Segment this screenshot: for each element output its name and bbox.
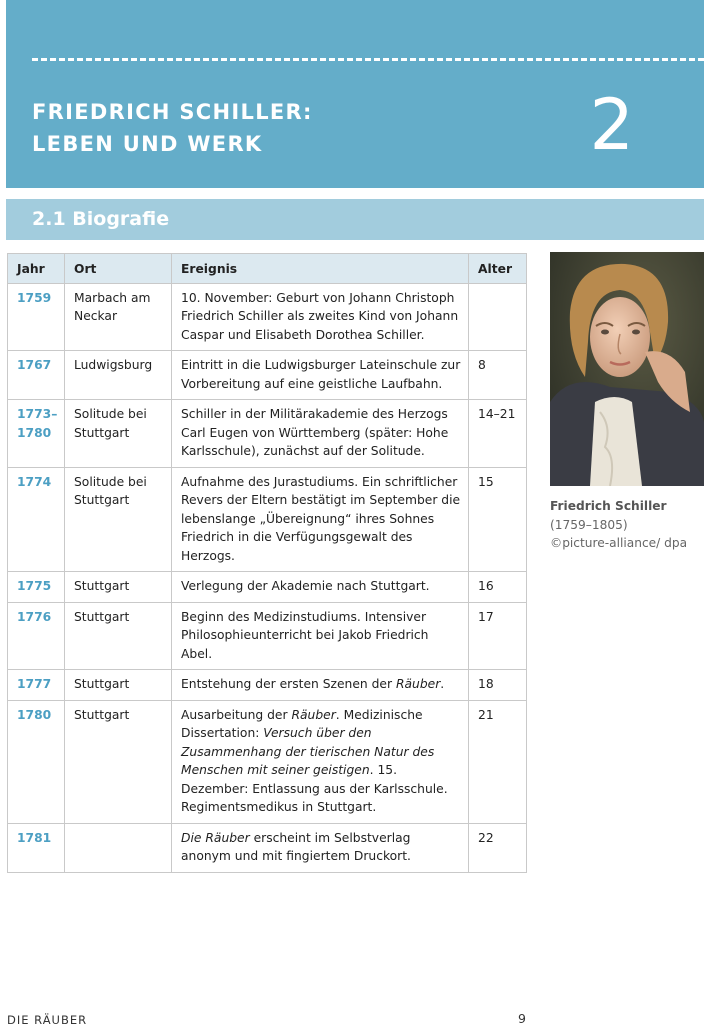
event-text: Ausarbeitung der [181,707,292,722]
age-cell: 16 [469,572,527,603]
place-cell: Marbach am Neckar [65,283,172,351]
table-row [8,400,527,468]
portrait-caption [550,497,700,553]
dissertation-title: Versuch über den Zusammenhang der tierischen Natur des Menschen mit seiner geistigen [181,726,435,777]
event-cell [172,700,469,823]
event-cell: Beginn des Medizinstudiums. Intensiver Philosophieunterricht bei Jakob Friedrich Abel. [172,602,469,670]
age-cell: 21 [469,700,527,823]
section-title: 2.1 Biografie [32,208,170,230]
year-cell: 1773–1780 [8,400,65,468]
age-cell: 14–21 [469,400,527,468]
table-row [8,283,527,351]
work-title: Räuber [395,677,441,691]
place-cell: Ludwigsburg [65,351,172,400]
footer-book-title: DIE RÄUBER [7,1013,88,1027]
year-cell: 1776 [8,602,65,670]
year-cell: 1777 [8,670,65,701]
table-row [8,467,527,572]
place-cell [65,823,172,872]
chapter-title-line1: FRIEDRICH SCHILLER: [32,100,313,124]
age-cell: 15 [469,467,527,572]
place-cell: Solitude bei Stuttgart [65,400,172,468]
event-cell [172,670,469,701]
caption-name: Friedrich Schiller [550,499,667,513]
work-title: Die Räuber [181,830,250,845]
event-cell [172,823,469,872]
event-text: Entstehung der ersten Szenen der [181,677,396,691]
event-cell: Schiller in der Militärakademie des Herzogs Carl Eugen von Württemberg (später: Hohe Karlsschule), zunächst auf der Solitude. [172,400,469,468]
chapter-header [6,0,704,188]
event-text: . [440,677,445,691]
age-cell: 17 [469,602,527,670]
caption-dates: (1759–1805) [550,517,628,532]
year-cell: 1781 [8,823,65,872]
place-cell: Stuttgart [65,572,172,603]
dashed-divider [32,58,704,61]
year-cell: 1759 [8,283,65,351]
place-cell: Solitude bei Stuttgart [65,467,172,572]
place-cell: Stuttgart [65,670,172,701]
column-header-place: Ort [65,254,172,284]
schiller-portrait [550,252,704,486]
chapter-title-line2: LEBEN UND WERK [32,132,263,156]
event-cell: Aufnahme des Jurastudiums. Ein schriftlicher Revers der Eltern bestätigt im September die lebenslange „Übereignung“ ihres Sohnes Friedrich in die Verfügungsgewalt des Herzogs. [172,467,469,572]
table-row [8,700,527,823]
event-text: erscheint im Selbstverlag anonym und mit fingiertem Druckort. [181,830,411,863]
age-cell: 22 [469,823,527,872]
biography-table [7,253,527,873]
event-cell: Verlegung der Akademie nach Stuttgart. [172,572,469,603]
chapter-title [32,96,313,160]
work-title: Räuber [291,707,336,722]
table-row [8,351,527,400]
chapter-number: 2 [589,84,634,166]
table-header-row [8,254,527,284]
table-row [8,572,527,603]
column-header-age: Alter [469,254,527,284]
section-bar [6,199,704,240]
year-cell: 1774 [8,467,65,572]
event-cell: 10. November: Geburt von Johann Christoph Friedrich Schiller als zweites Kind von Johann Caspar und Elisabeth Dorothea Schiller. [172,283,469,351]
column-header-year: Jahr [8,254,65,284]
place-cell: Stuttgart [65,602,172,670]
year-cell: 1780 [8,700,65,823]
table-row [8,823,527,872]
year-cell: 1775 [8,572,65,603]
place-cell: Stuttgart [65,700,172,823]
caption-credit: ©picture-alliance/ dpa [550,536,688,550]
age-cell [469,283,527,351]
event-text: . 15. Dezember: Entlassung aus der Karlsschule. Regimentsmedikus in Stuttgart. [181,763,448,814]
event-text: . Medizinische Dissertation: [181,707,423,740]
table-row [8,670,527,701]
year-cell: 1767 [8,351,65,400]
age-cell: 8 [469,351,527,400]
table-row [8,602,527,670]
portrait-image [550,252,704,486]
age-cell: 18 [469,670,527,701]
event-cell: Eintritt in die Ludwigsburger Lateinschule zur Vorbereitung auf eine geistliche Laufbahn. [172,351,469,400]
column-header-event: Ereignis [172,254,469,284]
page-number: 9 [518,1011,526,1026]
